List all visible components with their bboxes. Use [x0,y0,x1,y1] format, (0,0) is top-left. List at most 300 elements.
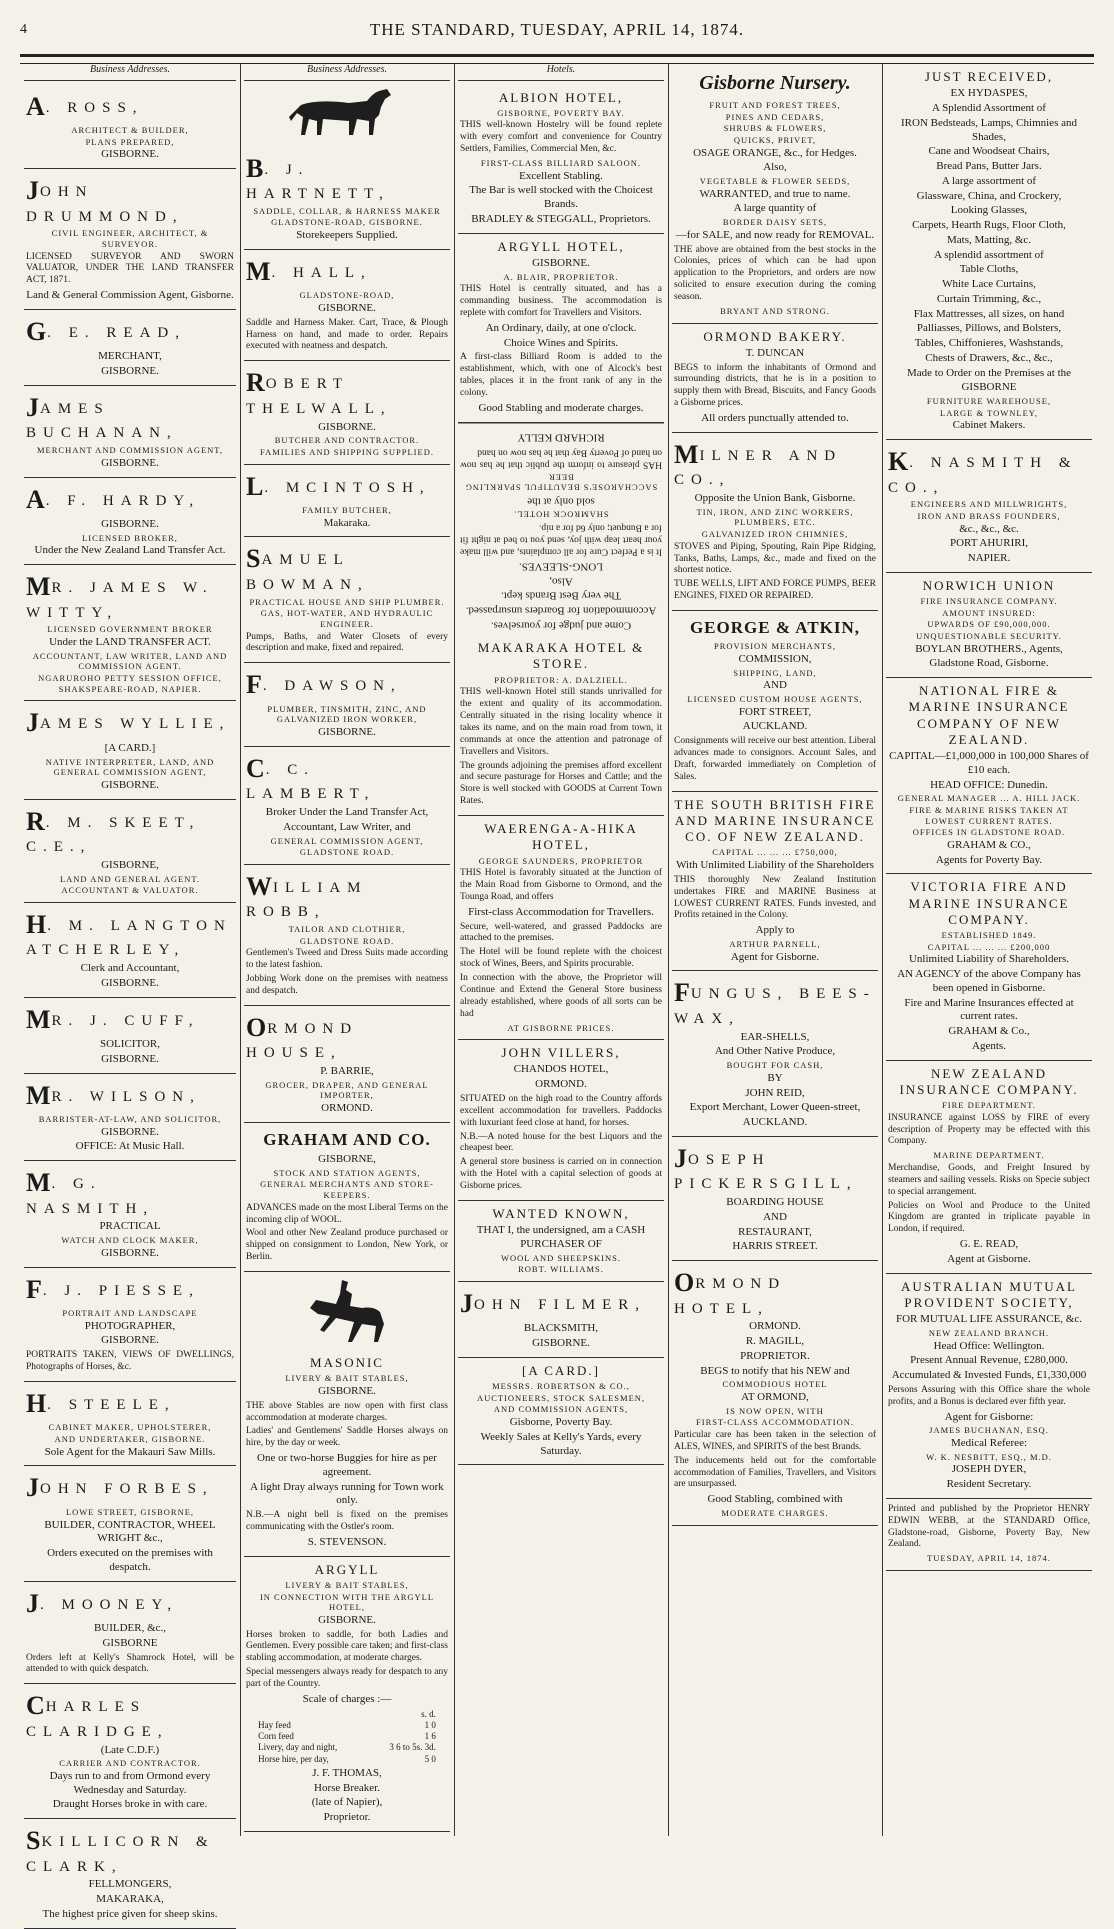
ad-line: Choice Wines and Spirits. [503,336,619,349]
ad-line: BUILDER, &c., [93,1622,167,1634]
ad-line: MAKARAKA, [96,1893,164,1906]
ad-line: SHAMROCK HOTEL. [513,508,609,519]
ad-line: Makaraka. [323,516,371,529]
ad-line: PLUMBER, TINSMITH, ZINC, AND GALVANIZED IRON WORKER, [267,703,427,725]
ormond-bakery-ad [672,324,878,433]
ad-line: GISBORNE. [318,726,376,738]
hotel-ad-list [458,85,664,1466]
business-card [24,1074,236,1162]
ad-line: Orders executed on the premises with despatch. [47,1547,213,1573]
ad-line: Bread Pans, Butter Jars. [936,160,1042,172]
business-card [24,386,236,478]
ad-line: Palliasses, Pillows, and Bolsters, [916,322,1062,335]
ad-line: Agent for Gisborne. [730,950,820,963]
ad-line: THIS Hotel is centrally situated, and has a commanding business. The accommodation is replete with comfort for Travellers and Visitors. [460,284,662,318]
ad-line: PROPRIETOR. [740,1349,810,1362]
advertiser-name: NATIONAL FIRE & MARINE INSURANCE COMPANY OF NEW ZEALAND. [908,683,1070,747]
business-card [24,1819,236,1929]
ad-line: In connection with the above, the Proprietor will Continue and Extend the General Store business already established, where goods of all sorts can be had [460,973,662,1019]
column-divider [668,64,669,1836]
ad-line: Printed and published by the Proprietor HENRY EDWIN WEBB, at the STANDARD Office, Gladstone-road, Gisborne, Poverty Bay, New Zealand. [888,1503,1090,1550]
ad-line: It is a Perfect Cure for all complaints, and will make your heart leap with joy, send you to bed at night fit for a Bunquet; only 6d for a nip. [460,522,662,557]
ad-line: Cane and Woodseat Chairs, [928,145,1050,158]
ad-line: Tables, Chiffonieres, Washstands, [914,337,1064,349]
ad-line: Jobbing Work done on the premises with neatness and despatch. [246,974,448,996]
ad-line: [A CARD.] [104,741,156,754]
ad-line: Come and judge for yourselves. [490,619,632,632]
ad-line: AND UNDERTAKER, GISBORNE. [54,1434,206,1444]
ad-line: CAPITAL ... ... ... £200,000 [927,941,1051,952]
advertiser-name: M. HALL, [246,256,372,286]
pickersgill-ad [672,1137,878,1261]
charge-item: Horse hire, per day, [258,1753,329,1764]
ad-line: JOHN REID, [745,1086,805,1099]
ad-line: LAND AND GENERAL AGENT. [59,873,201,884]
ad-line: With Unlimited Liability of the Shareholders [676,859,874,871]
drop-initial: J [460,1288,474,1318]
ad-line: Saddle and Harness Maker. Cart, Trace, & Plough Harness on hand, and made to order. Repairs executed with neatness and despatch. [246,317,448,352]
argyll-stables-ad [244,1557,450,1832]
ad-line: AUCKLAND. [742,720,808,733]
ad-line: AT GISBORNE PRICES. [507,1022,615,1033]
ad-line: FIRE INSURANCE COMPANY. [920,596,1058,606]
ad-line: Draught Horses broke in with care. [52,1798,208,1811]
advertiser-name: WANTED KNOWN, [492,1205,630,1221]
advertiser-name: H. STEELE, [26,1388,176,1418]
ad-line: GENERAL COMMISSION AGENT, [270,835,424,846]
advertiser-name: CHARLES CLARIDGE, [26,1691,169,1740]
business-card [24,800,236,903]
lambert-ad [244,747,450,865]
ad-line: SHRUBS & FLOWERS, [723,123,827,134]
ad-line: NGARUROHO PETTY SESSION OFFICE, SHAKSPEARE-ROAD, NAPIER. [38,673,222,694]
ad-line: TAILOR AND CLOTHIER, [288,924,406,934]
ad-line: A large quantity of [733,202,817,215]
ad-line: ENGINEERS AND MILLWRIGHTS, [910,499,1068,510]
ad-line: SITUATED on the high road to the Country affords excellent accommodation for travellers. Paddocks with luxuriant feed close at hand, for horses. [460,1093,662,1128]
amp-society-ad [886,1274,1092,1499]
ad-line: GLADSTONE-ROAD, [299,290,395,301]
ad-line: —for SALE, and now ready for REMOVAL. [675,228,875,241]
advertiser-name: JUST RECEIVED, [924,69,1054,84]
ormond-hotel-ad [672,1261,878,1526]
ad-line: LICENSED SURVEYOR AND SWORN VALUATOR, UNDER THE LAND TRANSFER ACT, 1871. [26,251,234,286]
ad-line: GISBORNE, [101,858,159,871]
business-card [24,1684,236,1819]
george-atkin-ad [672,611,878,792]
advertiser-name: F. J. PIESSE, [26,1274,200,1304]
signature-line: (late of Napier), [311,1796,383,1809]
ad-line: ORMOND. [321,1102,373,1114]
advertiser-name: ORMOND HOTEL, [674,1268,787,1317]
ad-line: WOOL AND SHEEPSKINS. [500,1252,622,1263]
drop-initial: M [246,256,272,286]
advertiser-name: [A CARD.] [522,1362,600,1378]
ad-line: P. BARRIE, [320,1065,374,1077]
ad-line: ARCHITECT & BUILDER, [71,125,189,135]
ad-line: LICENSED GOVERNMENT BROKER [47,624,213,635]
advertiser-name: ARGYLL HOTEL, [497,238,625,254]
ad-line: THIS well-known Hotel still stands unrivalled for the extent and quality of its accommodation. Centrally situated in the rising locality whence it takes its name, and on the main road from town, it commands at once the attention and patronage of Travellers and Visitors. [460,687,662,757]
albion-hotel-ad [458,85,664,234]
advertiser-name: G. E. READ, [26,316,186,346]
business-card [24,1161,236,1267]
ad-line: GISBORNE. [101,365,159,378]
ad-line: &c., &c., &c. [959,522,1019,535]
advertiser-name: GRAHAM AND CO. [263,1129,431,1149]
ad-line: GISBORNE. [101,1052,159,1065]
ad-line: IRON Bedsteads, Lamps, Chimnies and Shades, [901,116,1077,143]
ad-line: BARRISTER-AT-LAW, AND SOLICITOR, [38,1114,222,1124]
ad-line: Chests of Drawers, &c., &c., [925,351,1053,364]
ad-line: HARRIS STREET. [732,1240,818,1253]
advertiser-name: JAMES BUCHANAN, [26,392,178,442]
ad-line: Clerk and Accountant, [80,962,180,974]
ad-line: BRADLEY & STEGGALL, Proprietors. [471,212,651,225]
ad-line: INSURANCE against LOSS by FIRE of every description of Property may be effected with this Company. [888,1112,1090,1147]
ad-line: AND [763,679,787,692]
ad-line: STOVES and Piping, Spouting, Rain Pipe Ridging, Tanks, Baths, Lamps, &c., made and fixed on the shortest notice. [674,541,876,576]
column-insurance [886,64,1092,1836]
mcintosh-ad [244,465,450,538]
drop-initial: M [674,439,700,469]
drop-initial: F [674,978,691,1008]
ad-line: Accountant, Law Writer, and [283,820,411,833]
drop-initial: A [26,484,46,514]
column-business-addresses-2 [244,64,450,1836]
ad-line: Export Merchant, Lower Queen-street, [689,1101,861,1114]
ad-line: FRUIT AND FOREST TREES, [709,100,841,110]
ad-line: GROCER, DRAPER, AND GENERAL IMPORTER, [265,1079,429,1101]
ad-line: A splendid assortment of [934,248,1044,261]
filmer-ad [458,1282,664,1358]
advertiser-name: ROBERT THELWALL, [246,368,392,417]
ad-line: GEORGE SAUNDERS, PROPRIETOR [478,855,644,866]
drop-initial: J [26,392,40,422]
business-card [24,998,236,1074]
hartnett-ad [244,147,450,250]
advertiser-name: GEORGE & ATKIN, [689,618,861,637]
drop-initial: H [26,909,48,939]
ad-line: GLADSTONE ROAD. [299,847,395,858]
charge-item: Corn feed [258,1731,294,1742]
ad-line: TIN, IRON, AND ZINC WORKERS, PLUMBERS, ETC. [696,506,854,528]
charge-item: Livery, day and night, [258,1742,338,1753]
ad-line: BUTCHER AND CONTRACTOR. [274,435,420,446]
ad-line: THIS well-known Hostelry will be found replete with every comfort and convenience for Country Settlers, Families, Commercial Men, &c. [460,120,662,155]
drop-initial: J [26,176,40,205]
ad-line: FURNITURE WAREHOUSE, [926,396,1052,406]
ad-line: ESTABLISHED 1849. [941,930,1037,940]
business-card [24,478,236,566]
masthead [20,20,1094,54]
ad-line: GISBORNE. [101,1334,159,1347]
ad-line: First-class Accommodation for Travellers. [468,905,654,918]
ad-line: VEGETABLE & FLOWER SEEDS, [699,176,851,186]
ad-line: Fire and Marine Insurances effected at current rates. [904,996,1074,1023]
ad-line: Gentlemen's Tweed and Dress Suits made according to the latest fashion. [246,948,448,971]
horse-illustration [244,85,450,143]
ad-line: Table Cloths, [959,263,1019,276]
ad-line: N.B.—A noted house for the best Liquors and the cheapest beer. [460,1131,662,1154]
business-card [24,1382,236,1467]
ad-line: GISBORNE. [532,1337,590,1350]
drop-initial: F [246,670,263,700]
ad-line: BLACKSMITH, [523,1322,599,1335]
ad-line: GISBORNE. [101,976,159,989]
ad-line: (Late C.D.F.) [100,1743,160,1756]
ad-line: GLADSTONE ROAD. [299,935,395,946]
ad-line: FOR MUTUAL LIFE ASSURANCE, &c. [896,1313,1082,1326]
ad-line: An Ordinary, daily, at one o'clock. [485,321,637,334]
ad-line: PROPRIETOR: A. DALZIELL. [494,674,628,685]
advertiser-name: F. DAWSON, [246,670,402,700]
ad-line: Agents. [972,1039,1006,1052]
ad-line: FIRE DEPARTMENT. [942,1100,1036,1110]
ad-line: GISBORNE, [318,1153,376,1165]
ad-line: Under the New Zealand Land Transfer Act. [34,544,226,557]
signature-line: Proprietor. [323,1811,371,1824]
nasmith-ad [886,440,1092,573]
ad-line: FELLMONGERS, [88,1878,172,1891]
ad-line: Particular care has been taken in the selection of ALES, WINES, and SPIRITS of the best Brands. [674,1429,876,1452]
business-card [24,1268,236,1382]
ad-line: FIRST-CLASS BILLIARD SALOON. [480,158,642,168]
just-received-ad [886,64,1092,440]
drop-initial: G [26,316,48,346]
advertiser-name: MR. JAMES W. WITTY, [26,572,214,621]
ad-line: PRACTICAL [99,1220,161,1233]
ad-line: HAS pleasure to inform the public that he has now on hand of Poverty Bay that he has now on hand [460,447,662,470]
ad-line: RESTAURANT, [738,1225,812,1238]
ad-line: Persons Assuring with this Office share the whole profits, and a Bonus is declared ever fifth year. [888,1384,1090,1407]
argyll-hotel-ad [458,234,664,423]
drop-initial: B [246,153,265,183]
ad-line: PROVISION MERCHANTS, [713,641,836,652]
ad-line: MERCHANT AND COMMISSION AGENT, [36,445,223,456]
advertiser-name: J. MOONEY, [26,1588,179,1618]
advertiser-name: ORMOND BAKERY. [703,328,847,344]
column-heading: Hotels. [458,64,664,81]
ad-line: Flax Mattresses, all sizes, on hand [913,307,1065,320]
charge-value: 1 6 [424,1731,436,1742]
ad-line: Consignments will receive our best attention. Liberal advances made to consignors. Account Sales, and Draft, forwarded immediately on Completion of Sales. [674,736,876,782]
ad-line: LICENSED CUSTOM HOUSE AGENTS, [687,694,863,704]
business-card [24,701,236,799]
ad-line: CABINET MAKER, UPHOLSTERER, [48,1422,212,1433]
ad-line: QUICKS, PRIVET, [733,134,817,145]
ad-line: Orders left at Kelly's Shamrock Hotel, will be attended to with quick despatch. [26,1652,234,1675]
business-card [24,903,236,998]
ad-line: BEGS to inform the inhabitants of Ormond and surrounding districts, that he is in a position to supply them with Bread, Biscuits, and Fancy Goods a Gisborne prices. [674,362,876,409]
charge-value: 5 0 [424,1753,436,1764]
ad-line: THE above are obtained from the best stocks in the Colonies, prices of which can be had upon application to the Proprietors, and orders are now solicited to ensure execution during the coming season. [674,244,876,302]
ad-line: NAPIER. [967,552,1011,564]
ad-line: LIVERY & BAIT STABLES, [285,1579,409,1590]
ad-line: GISBORNE. [101,1125,159,1138]
signature-line: J. F. THOMAS, [312,1766,382,1779]
hall-ad [244,250,450,362]
ad-line: GISBORNE [102,1636,158,1649]
robb-ad [244,865,450,1006]
merchant-ad-list [672,64,878,1526]
ad-line: SHIPPING, LAND, [733,667,817,678]
business-card [24,565,236,701]
drop-initial: H [26,1388,48,1418]
charge-value: 3 6 to 5s. 3d. [389,1742,436,1753]
ad-line: Also, [763,161,787,174]
insurance-ad-list [886,64,1092,1571]
ad-line: GISBORNE. [101,778,159,791]
ad-line: Accumulated & Invested Funds, £1,330,000 [891,1369,1087,1381]
ad-line: LARGE & TOWNLEY, [940,407,1038,418]
ad-line: GISBORNE. [318,1613,376,1626]
ad-line: RICHARD KELLY [517,431,605,444]
ad-line: BEGS to notify that his NEW and [700,1364,850,1377]
ad-line: A general store business is carried on in connection with the Hotel with a capital selection of goods at Gisborne prices. [460,1157,662,1191]
advertiser-name: H. M. LANGTON ATCHERLEY, [26,909,232,959]
ad-line: Wool and other New Zealand produce purchased or shipped on consignment to London, New York, or Berlin. [246,1228,448,1263]
ad-line: BORDER DAISY SETS, [722,217,828,228]
business-card [24,169,236,310]
waerenga-hotel-ad [458,816,664,1040]
business-ad-list [244,147,450,1832]
advertiser-name: JOHN FILMER, [460,1288,647,1318]
ad-line: Storekeepers Supplied. [296,229,398,241]
ad-line: COMMISSION, [738,652,812,665]
advertiser-name: WILLIAM ROBB, [246,871,368,921]
ad-line: PORT AHURIRI, [950,537,1028,550]
ad-line: MERCHANT, [98,350,162,363]
ad-line: Good Stabling, combined with [707,1493,843,1506]
ad-line: ORMOND. [749,1320,801,1333]
dawson-ad [244,663,450,747]
thelwall-ad [244,361,450,464]
advertiser-name: MILNER AND CO., [674,439,843,489]
drop-initial: J [674,1143,688,1173]
drop-initial: R [26,806,46,836]
norwich-union-ad [886,573,1092,678]
ad-line: GISBORNE. [101,456,159,469]
ormond-house-ad [244,1006,450,1123]
advertiser-name: A. F. HARDY, [26,484,201,514]
ad-line: Horses broken to saddle, for both Ladies and Gentlemen. Every possible care taken; and first-class stabling accommodation, at moderate charges. [246,1629,448,1664]
drop-initial: C [246,753,266,783]
charge-item: Hay feed [258,1719,291,1730]
ad-line: Gisborne, Poverty Bay. [509,1416,613,1428]
ad-line: GRAHAM & Co., [948,1025,1030,1037]
ad-line: OSAGE ORANGE, &c., for Hedges. [693,146,857,159]
ad-line: BRYANT AND STRONG. [720,305,830,316]
business-card [24,85,236,170]
victoria-insurance-ad [886,874,1092,1060]
ad-line: BOYLAN BROTHERS., Agents, [915,642,1063,655]
ad-line: GISBORNE. [318,420,376,433]
ad-line: TUESDAY, APRIL 14, 1874. [927,1553,1051,1564]
masthead-rule [20,54,1094,64]
column-divider [240,64,241,1836]
ad-line: S. STEVENSON. [307,1535,387,1548]
advertiser-name: FUNGUS, BEES-WAX, [674,978,876,1027]
ad-line: SACCHAROSE'S BEAUTIFUL SPARKLING BEER [464,471,658,493]
ad-line: FIRE & MARINE RISKS TAKEN AT LOWEST CURRENT RATES. [909,804,1069,826]
ad-line: Apply to [755,924,795,937]
ad-line: Mats, Matting, &c. [946,233,1032,246]
ad-line: Agent at Gisborne. [947,1252,1031,1265]
ad-line: BUILDER, CONTRACTOR, WHEEL WRIGHT &c., [44,1518,216,1545]
ad-line: IS NOW OPEN, WITH [726,1405,824,1416]
ad-line: Policies on Wool and Produce to the United Kingdom are granted in triplicate payable in London, if required. [888,1200,1090,1235]
ad-line: Also, [549,574,573,587]
drop-initial: J [26,1473,40,1503]
advertiser-name: ORMOND HOUSE, [246,1012,359,1062]
ad-line: CAPITAL—£1,000,000 in 100,000 Shares of £10 each. [889,750,1089,776]
bowman-ad [244,537,450,663]
charges-unit: s. d. [421,1708,436,1719]
advertiser-name: AUSTRALIAN MUTUAL PROVIDENT SOCIETY, [901,1278,1077,1310]
ad-line: AND COMMISSION AGENTS, [493,1404,629,1415]
charges-row [256,1731,438,1742]
ad-line: All orders punctually attended to. [701,412,849,424]
ad-line: T. DUNCAN [745,346,805,359]
ad-line: Glassware, China, and Crockery, [916,189,1062,202]
column-divider [882,64,883,1836]
ad-line: Days run to and from Ormond every Wednesday and Saturday. [49,1769,211,1796]
kelly-inverted-ad [458,423,664,636]
ad-line: LIVERY & BAIT STABLES, [285,1373,409,1384]
ad-line: ACCOUNTANT, LAW WRITER, LAND AND COMMISSION AGENT. [32,650,228,672]
ad-line: Good Stabling and moderate charges. [478,401,644,414]
ad-line: MESSRS. ROBERTSON & CO., [492,1381,630,1392]
advertiser-name: SKILLICORN & CLARK, [26,1826,215,1875]
ad-line: GAS, HOT-WATER, AND HYDRAULIC ENGINEER. [260,608,434,629]
ad-line: GISBORNE. [101,1246,159,1259]
ad-line: STOCK AND STATION AGENTS, [273,1167,421,1178]
advertiser-name: R. M. SKEET, C.E., [26,806,201,855]
drop-initial: C [26,1691,46,1721]
business-card [24,310,236,386]
ad-line: LONG-SLEEVES. [518,560,604,573]
charges-table [256,1709,438,1765]
drop-initial: J [26,1588,40,1618]
ad-line: PRACTICAL HOUSE AND SHIP PLUMBER. [249,596,445,607]
ad-line: HEAD OFFICE: Dunedin. [930,778,1048,791]
advertiser-name: L. MCINTOSH, [246,471,431,501]
ad-line: FIRST-CLASS ACCOMMODATION. [696,1417,854,1428]
drop-initial: M [26,572,52,602]
ad-line: A. BLAIR, PROPRIETOR. [503,271,619,282]
ad-line: ACCOUNTANT & VALUATOR. [61,885,199,896]
ad-line: A Splendid Assortment of [932,102,1046,114]
advertiser-name: JOHN DRUMMOND, [26,176,184,225]
business-card [24,1582,236,1685]
ad-line: CIVIL ENGINEER, ARCHITECT, & SURVEYOR. [51,228,209,249]
ad-line: GISBORNE. [532,256,590,269]
gisborne-nursery-ad [672,64,878,324]
ad-line: Broker Under the Land Transfer Act, [265,806,429,818]
ad-line: Curtain Trimming, &c., [936,292,1042,305]
advertiser-name: B. J. HARTNETT, [246,153,390,202]
ad-line: N.B.—A night bell is fixed on the premises communicating with the Ostler's room. [246,1510,448,1532]
ad-line: White Lace Curtains, [942,278,1036,290]
ad-line: JOSEPH DYER, [951,1463,1027,1476]
ad-line: JAMES BUCHANAN, ESQ. [929,1425,1049,1436]
advertiser-name: JOSEPH PICKERSGILL, [674,1143,858,1193]
ad-line: Secure, well-watered, and grassed Paddocks are attached to the premises. [460,921,662,944]
drop-initial: F [26,1274,43,1304]
ad-line: THIS Hotel is favorably situated at the Junction of the Main Road from Gisborne to Ormond, and the Tounga Road, and offers [460,868,662,902]
printer-imprint [886,1499,1092,1571]
